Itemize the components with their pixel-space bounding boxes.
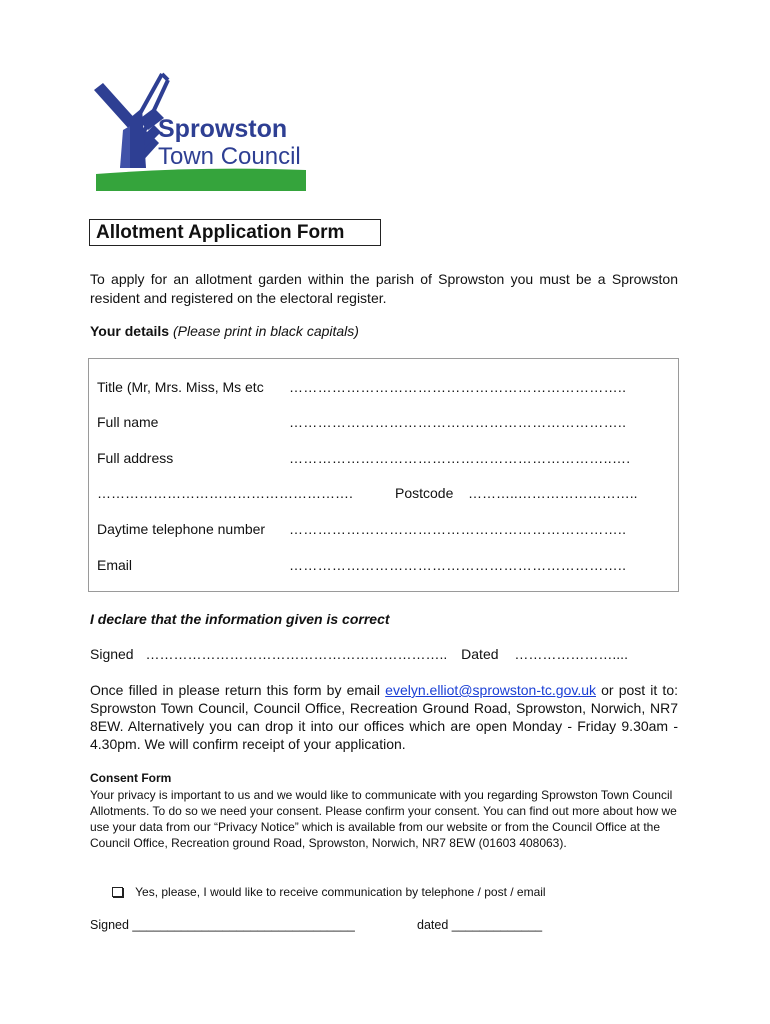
- declaration-signed-input[interactable]: ………………………………………………………..: [145, 646, 448, 662]
- intro-text: To apply for an allotment garden within the parish of Sprowston you must be a Sprowston resident and registered on the electoral register.: [90, 271, 678, 306]
- return-text-after: or post it to: Sprowston Town Council, Council Office, Recreation Ground Road, Sprowston, Norwich, NR7 8EW. Alternatively you can drop it into our offices which are open Monday - Friday 9.30am - 4.30pm. We will confirm receipt of your application.: [90, 682, 678, 752]
- postcode-field-input[interactable]: ………..……………………..: [468, 485, 638, 501]
- consent-dated-line[interactable]: dated _____________: [417, 918, 543, 932]
- consent-option-label: Yes, please, I would like to receive communication by telephone / post / email: [135, 885, 546, 899]
- address-field-input[interactable]: …………………………………………………………..….: [289, 450, 631, 466]
- title-field-label: Title (Mr, Mrs. Miss, Ms etc: [97, 379, 264, 395]
- details-box: [88, 358, 679, 592]
- title-field-input[interactable]: ……………………………………………………………..: [289, 379, 627, 395]
- email-field-label: Email: [97, 557, 133, 573]
- phone-field-label: Daytime telephone number: [97, 521, 266, 537]
- declaration-dated-input[interactable]: …………………....: [514, 646, 628, 662]
- consent-signature-row: [90, 918, 543, 932]
- return-text-before: Once filled in please return this form by email: [90, 682, 386, 698]
- declaration-signature-row: [90, 646, 628, 662]
- declaration-dated-label: Dated: [461, 646, 499, 662]
- return-email-link[interactable]: evelyn.elliot@sprowston-tc.gov.uk: [385, 682, 596, 698]
- details-heading: [90, 323, 359, 339]
- fullname-field-label: Full name: [97, 414, 159, 430]
- consent-checkbox[interactable]: [112, 887, 123, 897]
- consent-title: Consent Form: [90, 771, 172, 785]
- consent-body: Your privacy is important to us and we would like to communicate with you regarding Sprowston Town Council Allotments. To do so we need your consent. Please confirm your consent. You can find out more about how we use your data from our “Privacy Notice” which is available from our website or from the Council Office at the Council Office, Recreation ground Road, Sprowston, Norwich, NR7 8EW (01603 408063).: [90, 788, 677, 850]
- phone-field-input[interactable]: ……………………………………………………………..: [289, 521, 627, 537]
- consent-option[interactable]: [112, 885, 546, 899]
- email-field-input[interactable]: ……………………………………………………………..: [289, 557, 627, 573]
- logo-line2: Town Council: [158, 143, 301, 170]
- details-heading-label: Your details: [90, 323, 170, 339]
- declaration-text: I declare that the information given is correct: [90, 611, 390, 627]
- form-title: Allotment Application Form: [89, 219, 381, 246]
- details-heading-note: (Please print in black capitals): [172, 323, 359, 339]
- declaration-signed-label: Signed: [90, 646, 134, 662]
- return-instructions: [90, 681, 678, 753]
- postcode-field-label: Postcode: [395, 485, 454, 501]
- fullname-field-input[interactable]: ……………………………………………………………..: [289, 414, 627, 430]
- sprowston-logo: [90, 70, 330, 195]
- consent-signed-line[interactable]: Signed ________________________________: [90, 918, 355, 932]
- logo-line1: Sprowston: [158, 115, 288, 143]
- address-line2-input[interactable]: ……………………………………………….: [97, 485, 353, 501]
- address-field-label: Full address: [97, 450, 174, 466]
- windmill-logo-icon: [90, 70, 330, 195]
